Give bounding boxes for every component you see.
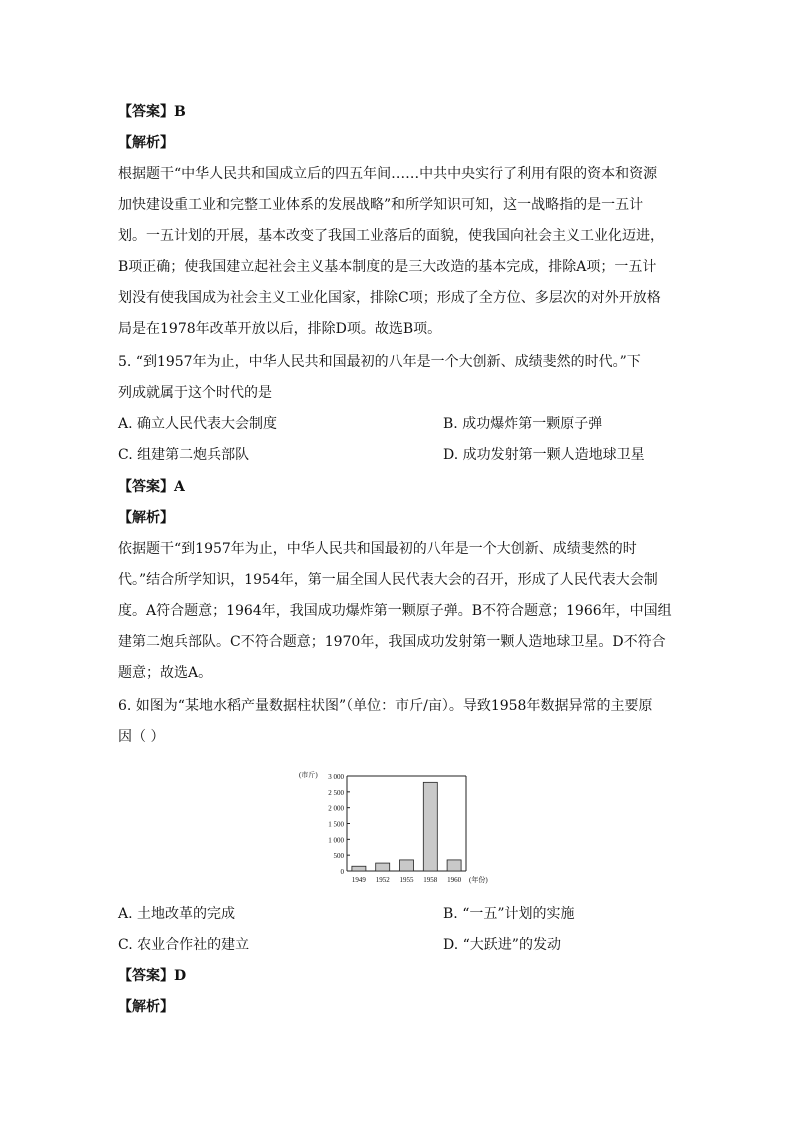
q4-answer: 【答案】B xyxy=(118,104,186,120)
q5-option-d: D. 成功发射第一颗人造地球卫星 xyxy=(443,447,645,463)
y-tick-label: 2 500 xyxy=(328,788,344,797)
x-tick-label: 1955 xyxy=(399,876,414,884)
q5-analysis-line: 依据题干“到1957年为止，中华人民共和国最初的八年是一个大创新、成绩斐然的时 xyxy=(118,541,637,557)
y-axis-label: (市斤) xyxy=(299,771,318,779)
q5-stem-line: 5. “到1957年为止，中华人民共和国最初的八年是一个大创新、成绩斐然的时代。”下 xyxy=(118,354,641,370)
y-tick-label: 2 000 xyxy=(328,804,344,813)
q4-analysis-line: 局是在1978年改革开放以后，排除D项。故选B项。 xyxy=(118,321,442,337)
q4-analysis-line: 划没有使我国成为社会主义工业化国家，排除C项；形成了全方位、多层次的对外开放格 xyxy=(118,290,661,306)
q4-analysis-line: 加快建设重工业和完整工业体系的发展战略”和所学知识可知，这一战略指的是一五计 xyxy=(118,197,644,213)
q5-option-b: B. 成功爆炸第一颗原子弹 xyxy=(443,416,603,432)
q6-option-c: C. 农业合作社的建立 xyxy=(118,937,250,953)
q6-option-d: D. “大跃进”的发动 xyxy=(443,937,561,953)
bar-1955 xyxy=(400,860,414,871)
q6-answer: 【答案】D xyxy=(118,968,187,984)
x-tick-label: 1960 xyxy=(447,876,462,884)
q6-option-b: B. “一五”计划的实施 xyxy=(443,906,575,922)
q4-analysis-line: 划。一五计划的开展，基本改变了我国工业落后的面貌，使我国向社会主义工业化迈进， xyxy=(118,228,664,244)
x-axis-label: (年份) xyxy=(469,876,488,884)
q4-analysis-line: B项正确；使我国建立起社会主义基本制度的是三大改造的基本完成，排除A项；一五计 xyxy=(118,259,657,275)
y-tick-label: 500 xyxy=(333,852,344,861)
bar-1958 xyxy=(423,782,437,871)
q5-analysis-line: 建第二炮兵部队。C不符合题意；1970年，我国成功发射第一颗人造地球卫星。D不符合 xyxy=(118,634,666,650)
y-tick-label: 1 000 xyxy=(328,836,344,845)
q5-analysis-line: 度。A符合题意；1964年，我国成功爆炸第一颗原子弹。B不符合题意；1966年，中国组 xyxy=(118,603,672,619)
y-tick-label: 1 500 xyxy=(328,820,344,829)
q6-stem-line: 6. 如图为“某地水稻产量数据柱状图”（单位：市斤/亩）。导致1958年数据异常的主要原 xyxy=(118,698,653,714)
q4-analysis-heading: 【解析】 xyxy=(118,135,174,151)
q5-analysis-line: 代。”结合所学知识，1954年，第一届全国人民代表大会的召开，形成了人民代表大会制 xyxy=(118,572,658,588)
y-tick-label: 0 xyxy=(340,868,344,876)
bar-1952 xyxy=(376,863,390,871)
x-tick-label: 1958 xyxy=(423,876,438,884)
q6-analysis-heading: 【解析】 xyxy=(118,999,174,1015)
q5-answer: 【答案】A xyxy=(118,479,185,495)
q6-stem-line: 因（ ） xyxy=(118,729,165,745)
q4-analysis-line: 根据题干“中华人民共和国成立后的四五年间……中共中央实行了利用有限的资本和资源 xyxy=(118,166,658,182)
q5-option-c: C. 组建第二炮兵部队 xyxy=(118,447,250,463)
bar-1949 xyxy=(352,866,366,871)
q6-option-a: A. 土地改革的完成 xyxy=(118,906,236,922)
rice-yield-bar-chart xyxy=(296,766,496,892)
q5-analysis-heading: 【解析】 xyxy=(118,510,174,526)
x-tick-label: 1952 xyxy=(375,876,390,884)
q5-analysis-line: 题意；故选A。 xyxy=(118,665,213,681)
q5-stem-line: 列成就属于这个时代的是 xyxy=(118,385,272,401)
bar-1960 xyxy=(447,860,461,871)
y-tick-label: 3 000 xyxy=(328,773,344,781)
q5-option-a: A. 确立人民代表大会制度 xyxy=(118,416,278,432)
x-tick-label: 1949 xyxy=(351,876,366,884)
